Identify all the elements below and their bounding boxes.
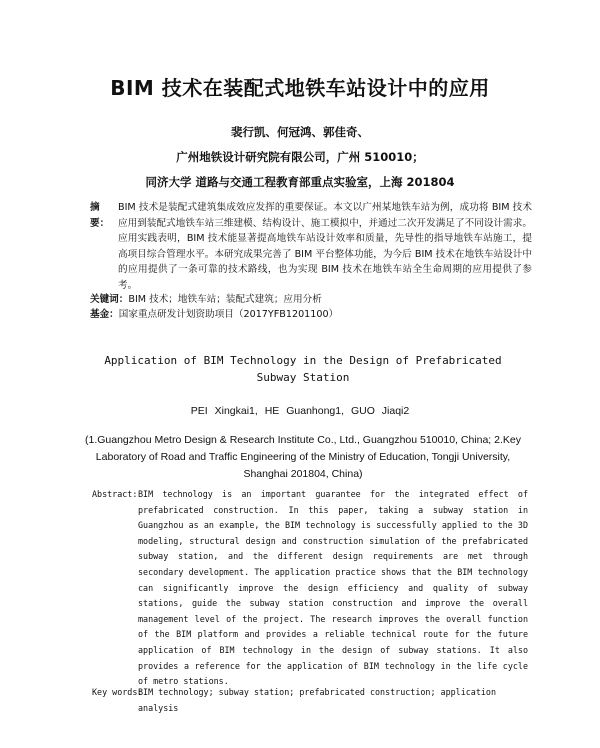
chinese-fund: [90, 307, 530, 323]
english-abstract-label: Abstract:: [92, 489, 138, 499]
chinese-affiliation-2: 同济大学 道路与交通工程教育部重点实验室，上海 201804: [145, 175, 455, 189]
chinese-fund-label: 基金：: [90, 309, 119, 320]
chinese-abstract-text: BIM 技术是装配式建筑集成效应发挥的重要保证。本文以广州某地铁车站为例，成功将 BIM 技术应用到装配式地铁车站三维建模、结构设计、施工模拟中，并通过二次开发满足了不同设计需求。应用实践表明，BIM 技术能显著提高地铁车站设计效率和质量，先导性的指导地铁车站施工，提高项目综合管理水平。本研究成果完善了 BIM 平台整体功能，为今后 BIM 技术在地铁车站设计中的应用提供了一条可靠的技术路线，也为实现 BIM 技术在地铁车站全生命周期的应用提供了参考。: [118, 202, 532, 291]
chinese-fund-text: 国家重点研发计划资助项目（2017YFB1201100）: [118, 309, 339, 320]
chinese-affiliation-1: 广州地铁设计研究院有限公司，广州 510010；: [176, 150, 424, 164]
english-authors: PEI Xingkai1, HE Guanhong1, GUO Jiaqi2: [190, 405, 410, 417]
chinese-abstract-label: 摘 要：: [90, 202, 110, 229]
english-title: Application of BIM Technology in the Design of Prefabricated Subway Station: [104, 354, 502, 384]
english-keywords-text: BIM technology; subway station; prefabricated construction; application analysis: [138, 687, 496, 713]
chinese-keywords: [90, 292, 530, 308]
chinese-authors: 裴行凯、何冠鸿、郭佳奇、: [231, 125, 369, 139]
english-abstract-text: BIM technology is an important guarantee for the integrated effect of prefabricated construction. In this paper, taking a subway station in Guangzhou as an example, the BIM technology is successfully applied to the 3D modeling, structural design and construction simulation of the prefabricated subway station, and the different design requirements are met through secondary development. The application practice shows that the BIM technology can significantly improve the design efficiency and quality of subway stations, guide the subway station construction and improve the overall management level of the project. The research improves the overall function of the BIM platform and provides a reliable technical route for the future application of BIM technology in the design of subway stations. It also provides a reference for the application of BIM technology in the life cycle of metro stations.: [138, 489, 528, 687]
english-keywords-label: Key words:: [92, 687, 143, 697]
chinese-keywords-label: 关键词：: [90, 294, 129, 305]
english-affiliation: (1.Guangzhou Metro Design & Research Institute Co., Ltd., Guangzhou 510010, China; 2.Key Laboratory of Road and Traffic Engineering of the Ministry of Education, Tongji University, Shanghai 201804, China): [84, 434, 521, 480]
chinese-keywords-text: BIM 技术；地铁车站；装配式建筑；应用分析: [128, 294, 322, 305]
chinese-title: BIM 技术在装配式地铁车站设计中的应用: [110, 76, 490, 100]
